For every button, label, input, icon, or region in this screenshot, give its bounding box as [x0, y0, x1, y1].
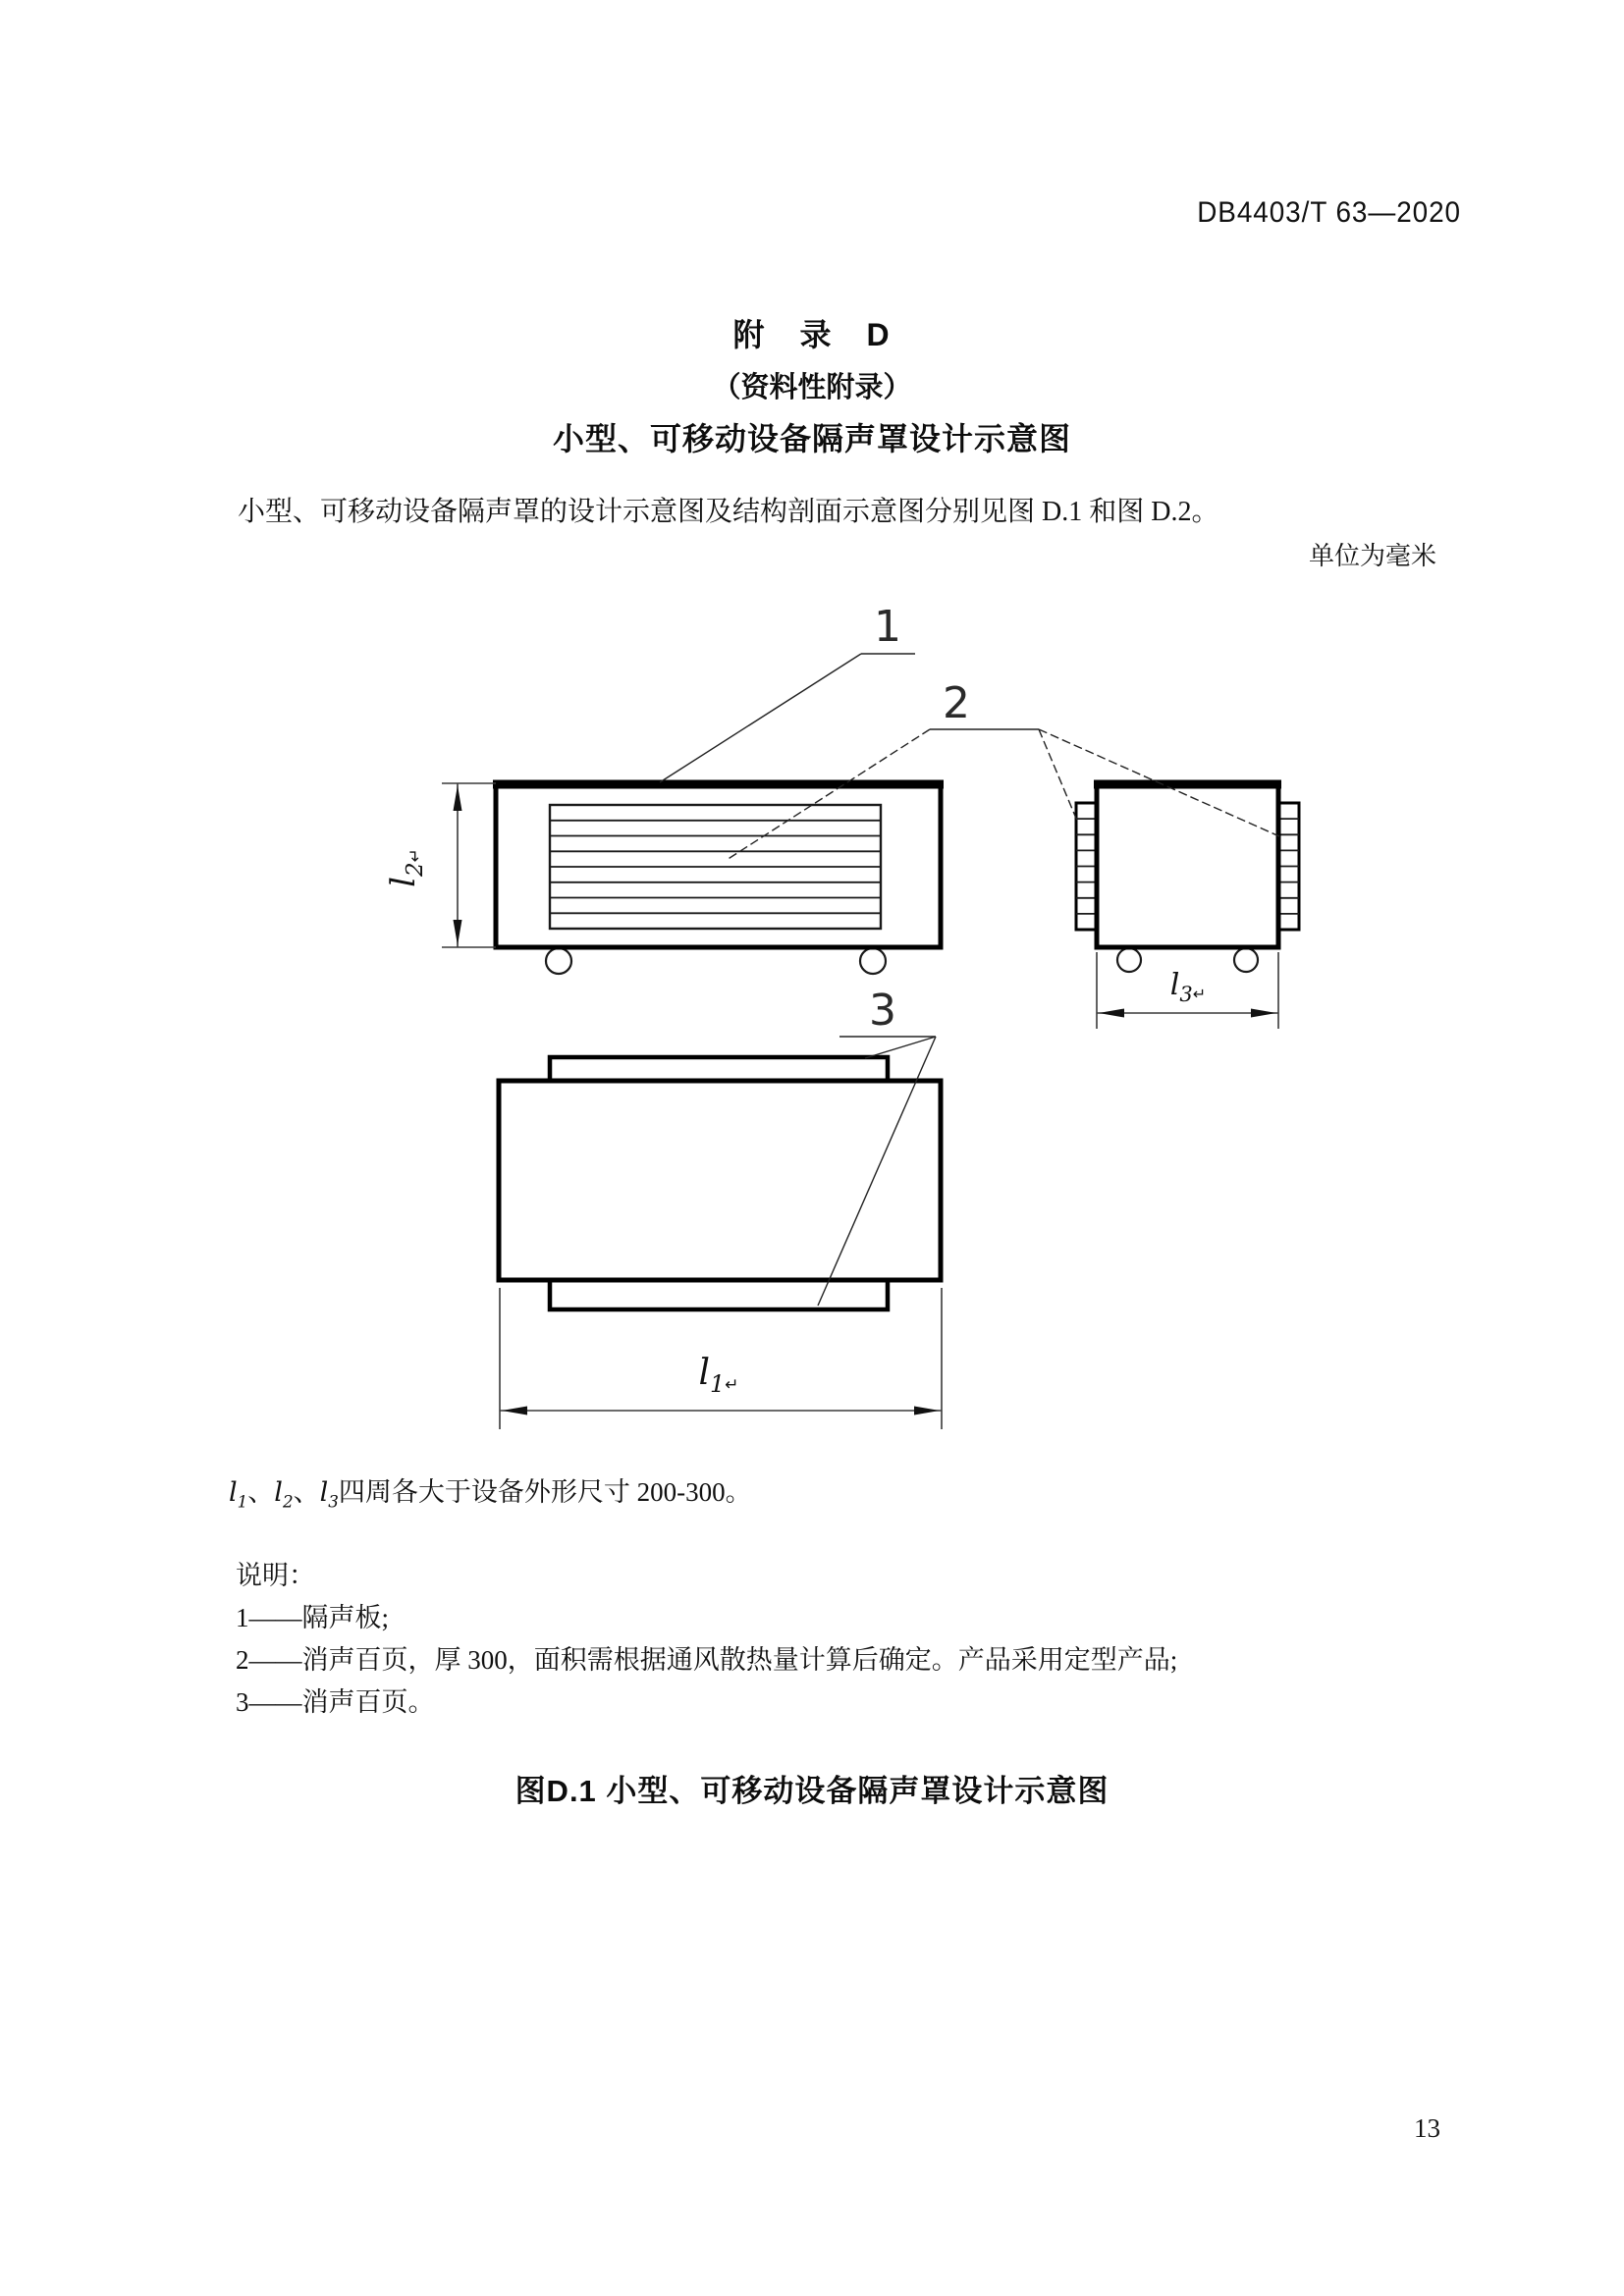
dimension-label-l3: $l_3↵$: [1169, 968, 1207, 1006]
callout-1-leader: [660, 654, 915, 782]
dimension-note: $l_1$、$l_2$、$l_3$四周各大于设备外形尺寸 200-300。: [229, 1477, 752, 1512]
callout-number-3: 3: [869, 986, 896, 1036]
standard-number-header: DB4403/T 63—2020: [1197, 196, 1461, 229]
legend-item-1: 1——隔声板;: [236, 1603, 390, 1632]
callout-number-1: 1: [874, 602, 901, 652]
enclosure-side-box: [1097, 783, 1278, 947]
intro-paragraph: 小型、可移动设备隔声罩的设计示意图及结构剖面示意图分别见图 D.1 和图 D.2。: [238, 497, 1219, 527]
callout-number-2: 2: [943, 678, 970, 728]
dimension-l2: [384, 783, 496, 947]
caster-foot: [1117, 948, 1141, 972]
figure-caption: 图D.1 小型、可移动设备隔声罩设计示意图: [514, 1774, 1110, 1808]
silencer-panel-top: [550, 1057, 888, 1081]
enclosure-front-box: [496, 783, 941, 947]
side-view: [1076, 783, 1299, 972]
dimension-label-l1: $l_1↵$: [698, 1353, 739, 1398]
dimension-label-l2: $l_2↵$: [384, 848, 428, 887]
caster-foot: [860, 948, 886, 974]
front-view: [493, 783, 944, 974]
legend-heading: 说明：: [236, 1561, 315, 1590]
caster-foot: [1234, 948, 1258, 972]
silencer-panel-bottom: [550, 1280, 888, 1309]
appendix-title: 附 录 D: [732, 317, 892, 352]
appendix-subtitle: （资料性附录）: [712, 372, 912, 403]
enclosure-plan-box: [499, 1081, 941, 1280]
page-number: 13: [1414, 2113, 1440, 2143]
legend-item-2: 2——消声百页，厚 300，面积需根据通风散热量计算后确定。产品采用定型产品;: [236, 1645, 1178, 1675]
caster-foot: [546, 948, 571, 974]
plan-view: [499, 1057, 941, 1309]
appendix-heading: 小型、可移动设备隔声罩设计示意图: [552, 421, 1071, 456]
legend-item-3: 3——消声百页。: [236, 1687, 435, 1717]
units-note: 单位为毫米: [1308, 542, 1436, 570]
